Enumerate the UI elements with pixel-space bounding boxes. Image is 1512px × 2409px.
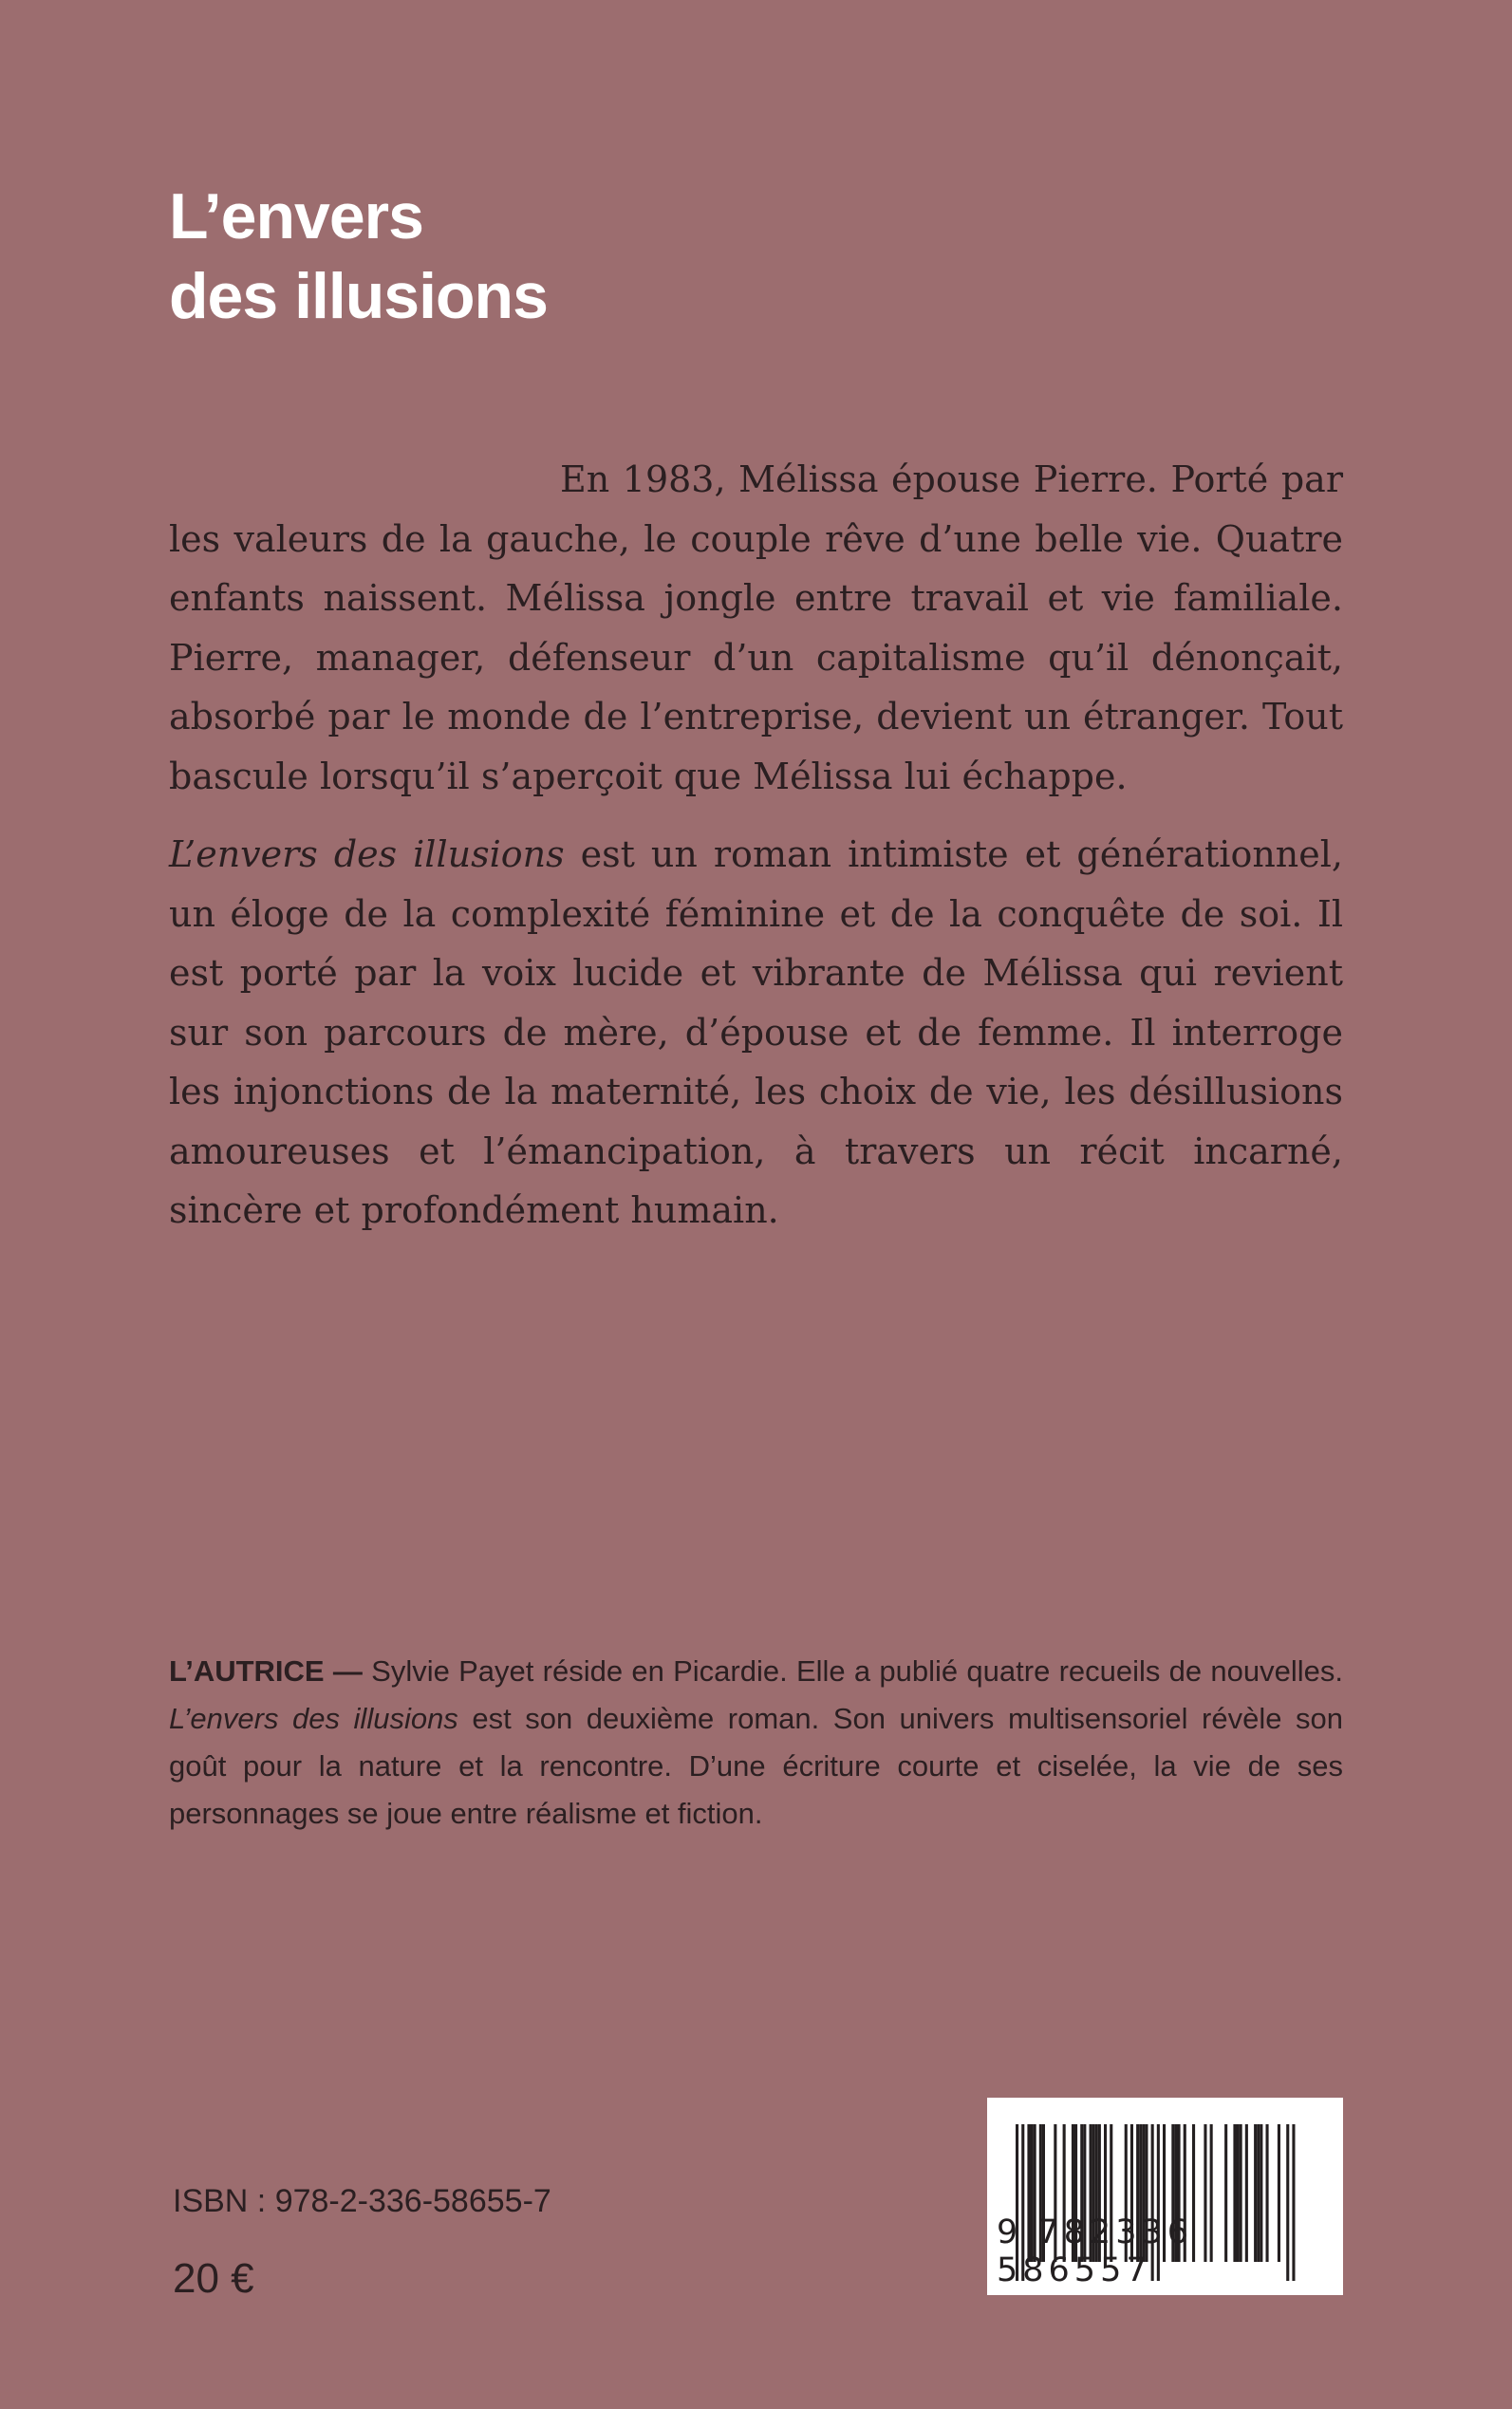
blurb-paragraph-2 — [169, 825, 1343, 1241]
blurb-paragraph-1: En 1983, Mélissa épouse Pierre. Porté par les valeurs de la gauche, le couple rêve d’une belle vie. Quatre enfants naissent. Mélissa jongle entre travail et vie familiale. Pierre, manager, défenseur d’un capitalisme qu’il dénonçait, absorbé par le monde de l’entreprise, devient un étranger. Tout bascule lorsqu’il s’aperçoit que Mélissa lui échappe. — [169, 458, 1343, 797]
blurb-paragraph-2-text: est un roman intimiste et générationnel, un éloge de la complexité féminine et de la conquête de soi. Il est porté par la voix lucide et vibrante de Mélissa qui revient sur son parcours de mère, d’épouse et de femme. Il interroge les injonctions de la maternité, les choix de vie, les désillusions amoureuses et l’émancipation, à travers un récit incarné, sincère et profondément humain. — [169, 833, 1344, 1231]
barcode-digits: 9 782336 586557 — [997, 2213, 1194, 2289]
author-label: L’AUTRICE — — [169, 1654, 363, 1688]
author-bio — [169, 1648, 1343, 1838]
title-line-2: des illusions — [169, 260, 548, 332]
blurb-book-title: L’envers des illusions — [169, 833, 565, 875]
price: 20 € — [173, 2255, 254, 2302]
book-title — [169, 177, 548, 336]
author-book-title: L’envers des illusions — [169, 1702, 458, 1735]
author-text-2: est son deuxième roman. Son univers multisensoriel révèle son goût pour la nature et la rencontre. D’une écriture courte et ciselée, la vie de ses personnages se joue entre réalisme et fiction. — [169, 1702, 1343, 1830]
author-text-1: Sylvie Payet réside en Picardie. Elle a publié quatre recueils de nouvelles. — [362, 1654, 1343, 1688]
blurb — [169, 450, 1343, 1241]
isbn: ISBN : 978-2-336-58655-7 — [173, 2183, 551, 2219]
barcode — [987, 2098, 1343, 2295]
title-line-1: L’envers — [169, 180, 423, 252]
